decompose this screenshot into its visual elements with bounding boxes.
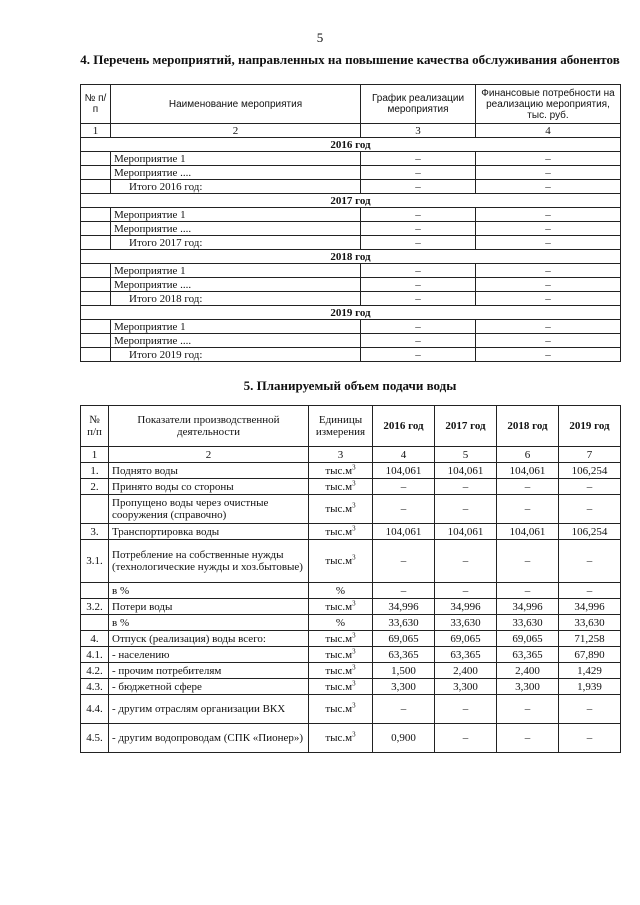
header-cell: График реализации мероприятия	[361, 85, 476, 124]
column-number: 2	[111, 124, 361, 138]
indicator-value: 0,900	[373, 724, 435, 753]
indicator-name: - бюджетной сфере	[109, 679, 309, 695]
activity-finance: –	[476, 348, 621, 362]
activity-number	[81, 180, 111, 194]
unit-superscript: 3	[352, 701, 356, 710]
indicator-value: 104,061	[373, 463, 435, 479]
activity-schedule: –	[361, 320, 476, 334]
indicator-value: 69,065	[497, 631, 559, 647]
indicator-value: 2,400	[497, 663, 559, 679]
indicator-row	[81, 583, 621, 599]
indicator-value: –	[497, 540, 559, 583]
activity-finance: –	[476, 236, 621, 250]
indicator-value: –	[373, 583, 435, 599]
indicator-name: - населению	[109, 647, 309, 663]
indicator-unit	[309, 583, 373, 599]
year-label: 2018 год	[81, 250, 621, 264]
section-4-title: 4. Перечень мероприятий, направленных на повышение качества обслуживания абонентов	[80, 52, 620, 67]
indicator-number: 3.	[81, 524, 109, 540]
activity-number	[81, 208, 111, 222]
activity-schedule: –	[361, 236, 476, 250]
indicator-value: –	[497, 583, 559, 599]
activity-number	[81, 292, 111, 306]
activity-name: Итого 2017 год:	[111, 236, 361, 250]
indicator-name: Потребление на собственные нужды (технологические нужды и хоз.бытовые)	[109, 540, 309, 583]
indicator-value: 69,065	[435, 631, 497, 647]
activity-finance: –	[476, 208, 621, 222]
unit-text: тыс.м	[325, 632, 353, 645]
indicator-name: Отпуск (реализация) воды всего:	[109, 631, 309, 647]
indicator-number: 4.2.	[81, 663, 109, 679]
indicator-value: 33,630	[559, 615, 621, 631]
column-number: 3	[361, 124, 476, 138]
header-cell: Финансовые потребности на реализацию мероприятия, тыс. руб.	[476, 85, 621, 124]
unit-text: тыс.м	[325, 703, 353, 715]
indicator-value: 33,630	[435, 615, 497, 631]
indicator-value: 3,300	[373, 679, 435, 695]
year-row	[81, 250, 621, 264]
year-row	[81, 138, 621, 152]
indicator-value: –	[373, 495, 435, 524]
column-number: 5	[435, 447, 497, 463]
indicator-unit	[309, 695, 373, 724]
indicator-value: –	[497, 479, 559, 495]
activity-row	[81, 278, 621, 292]
year-row	[81, 194, 621, 208]
unit-text: тыс.м	[325, 648, 353, 661]
indicator-row	[81, 679, 621, 695]
year-label: 2019 год	[81, 306, 621, 320]
column-number: 4	[476, 124, 621, 138]
header-cell: Единицы измерения	[309, 406, 373, 447]
indicator-value: –	[435, 495, 497, 524]
unit-text: %	[335, 584, 346, 597]
activity-finance: –	[476, 264, 621, 278]
unit-superscript: 3	[352, 478, 356, 487]
activity-schedule: –	[361, 152, 476, 166]
activity-finance: –	[476, 152, 621, 166]
activity-row	[81, 208, 621, 222]
indicator-row	[81, 663, 621, 679]
activity-name: Мероприятие 1	[111, 208, 361, 222]
column-number: 3	[309, 447, 373, 463]
indicator-value: –	[559, 583, 621, 599]
activities-table	[80, 84, 621, 362]
indicator-name: Принято воды со стороны	[109, 479, 309, 495]
activity-row	[81, 264, 621, 278]
indicator-value: 34,996	[497, 599, 559, 615]
indicator-value: –	[559, 495, 621, 524]
activity-finance: –	[476, 180, 621, 194]
unit-text: тыс.м	[325, 525, 353, 538]
indicator-value: 34,996	[435, 599, 497, 615]
column-number-row	[81, 124, 621, 138]
activity-row	[81, 166, 621, 180]
indicator-unit	[309, 663, 373, 679]
indicator-number: 1.	[81, 463, 109, 479]
unit-superscript: 3	[352, 598, 356, 607]
activity-number	[81, 278, 111, 292]
header-cell: 2016 год	[373, 406, 435, 447]
unit-superscript: 3	[352, 646, 356, 655]
indicator-value: –	[497, 495, 559, 524]
indicator-value: –	[497, 695, 559, 724]
water-header-row	[81, 406, 621, 447]
indicator-name: - прочим потребителям	[109, 663, 309, 679]
indicator-value: 33,630	[373, 615, 435, 631]
activity-schedule: –	[361, 264, 476, 278]
activity-row	[81, 180, 621, 194]
indicator-row	[81, 495, 621, 524]
activity-row	[81, 320, 621, 334]
indicator-unit	[309, 463, 373, 479]
indicator-value: 71,258	[559, 631, 621, 647]
indicator-value: 34,996	[559, 599, 621, 615]
indicator-value: 67,890	[559, 647, 621, 663]
indicator-unit	[309, 615, 373, 631]
indicator-value: –	[497, 724, 559, 753]
unit-text: тыс.м	[325, 600, 353, 613]
indicator-row	[81, 724, 621, 753]
header-cell: 2019 год	[559, 406, 621, 447]
activity-number	[81, 222, 111, 236]
indicator-number	[81, 495, 109, 524]
activity-number	[81, 334, 111, 348]
activity-schedule: –	[361, 348, 476, 362]
unit-superscript: 3	[352, 501, 356, 510]
indicator-value: 63,365	[435, 647, 497, 663]
indicator-value: 104,061	[497, 463, 559, 479]
indicator-unit	[309, 479, 373, 495]
activity-number	[81, 264, 111, 278]
activity-name: Мероприятие ....	[111, 222, 361, 236]
activity-schedule: –	[361, 292, 476, 306]
indicator-value: –	[435, 583, 497, 599]
indicator-value: –	[435, 695, 497, 724]
unit-superscript: 3	[352, 662, 356, 671]
indicator-number: 2.	[81, 479, 109, 495]
indicator-value: 1,500	[373, 663, 435, 679]
activity-name: Мероприятие ....	[111, 166, 361, 180]
indicator-number: 3.1.	[81, 540, 109, 583]
indicator-number	[81, 583, 109, 599]
indicator-name: в %	[109, 615, 309, 631]
unit-text: тыс.м	[325, 555, 353, 567]
activity-row	[81, 236, 621, 250]
activity-finance: –	[476, 222, 621, 236]
indicator-value: –	[559, 695, 621, 724]
indicator-number: 4.4.	[81, 695, 109, 724]
indicator-value: –	[435, 540, 497, 583]
indicator-row	[81, 695, 621, 724]
indicator-value: 1,939	[559, 679, 621, 695]
column-number: 6	[497, 447, 559, 463]
indicator-value: 2,400	[435, 663, 497, 679]
indicator-value: –	[559, 540, 621, 583]
activity-finance: –	[476, 320, 621, 334]
activity-name: Мероприятие 1	[111, 152, 361, 166]
unit-superscript: 3	[352, 730, 356, 739]
indicator-value: 106,254	[559, 463, 621, 479]
indicator-unit	[309, 540, 373, 583]
unit-superscript: 3	[352, 553, 356, 562]
indicator-value: 33,630	[497, 615, 559, 631]
activity-finance: –	[476, 166, 621, 180]
indicator-unit	[309, 647, 373, 663]
indicator-row	[81, 479, 621, 495]
activity-schedule: –	[361, 334, 476, 348]
column-number: 1	[81, 447, 109, 463]
indicator-value: –	[559, 479, 621, 495]
activity-name: Мероприятие ....	[111, 278, 361, 292]
unit-text: тыс.м	[325, 480, 353, 493]
indicator-value: 104,061	[435, 463, 497, 479]
header-cell: № п/п	[81, 406, 109, 447]
activity-number	[81, 320, 111, 334]
indicator-value: –	[373, 695, 435, 724]
unit-text: тыс.м	[325, 664, 353, 677]
header-cell: 2017 год	[435, 406, 497, 447]
activity-number	[81, 236, 111, 250]
activities-header-row	[81, 85, 621, 124]
indicator-value: 104,061	[497, 524, 559, 540]
activity-row	[81, 334, 621, 348]
activity-schedule: –	[361, 222, 476, 236]
indicator-unit	[309, 524, 373, 540]
indicator-value: 3,300	[435, 679, 497, 695]
unit-text: %	[335, 616, 346, 629]
indicator-name: Потери воды	[109, 599, 309, 615]
header-cell: Показатели производственной деятельности	[109, 406, 309, 447]
indicator-value: –	[559, 724, 621, 753]
indicator-row	[81, 599, 621, 615]
activity-row	[81, 348, 621, 362]
indicator-name: Транспортировка воды	[109, 524, 309, 540]
activity-schedule: –	[361, 208, 476, 222]
indicator-row	[81, 463, 621, 479]
column-number: 1	[81, 124, 111, 138]
column-number-row	[81, 447, 621, 463]
activity-name: Мероприятие ....	[111, 334, 361, 348]
header-cell: Наименование мероприятия	[111, 85, 361, 124]
activity-schedule: –	[361, 180, 476, 194]
activity-number	[81, 348, 111, 362]
indicator-number: 4.5.	[81, 724, 109, 753]
unit-superscript: 3	[352, 462, 356, 471]
header-cell: № п/п	[81, 85, 111, 124]
indicator-unit	[309, 724, 373, 753]
water-supply-table	[80, 405, 621, 753]
activity-finance: –	[476, 292, 621, 306]
activity-number	[81, 152, 111, 166]
indicator-row	[81, 615, 621, 631]
indicator-row	[81, 631, 621, 647]
indicator-value: 63,365	[373, 647, 435, 663]
unit-text: тыс.м	[325, 732, 353, 744]
unit-superscript: 3	[352, 523, 356, 532]
activity-finance: –	[476, 278, 621, 292]
indicator-value: 104,061	[373, 524, 435, 540]
activity-name: Итого 2018 год:	[111, 292, 361, 306]
column-number: 4	[373, 447, 435, 463]
activity-name: Мероприятие 1	[111, 320, 361, 334]
unit-superscript: 3	[352, 630, 356, 639]
indicator-value: 34,996	[373, 599, 435, 615]
indicator-number: 3.2.	[81, 599, 109, 615]
activity-schedule: –	[361, 278, 476, 292]
indicator-name: - другим отраслям организации ВКХ	[109, 695, 309, 724]
indicator-value: 63,365	[497, 647, 559, 663]
activity-row	[81, 222, 621, 236]
indicator-value: 69,065	[373, 631, 435, 647]
unit-superscript: 3	[352, 678, 356, 687]
activity-name: Итого 2016 год:	[111, 180, 361, 194]
year-label: 2017 год	[81, 194, 621, 208]
indicator-value: –	[373, 479, 435, 495]
indicator-row	[81, 647, 621, 663]
column-number: 7	[559, 447, 621, 463]
year-row	[81, 306, 621, 320]
indicator-number	[81, 615, 109, 631]
indicator-unit	[309, 599, 373, 615]
activity-row	[81, 152, 621, 166]
year-label: 2016 год	[81, 138, 621, 152]
activity-name: Мероприятие 1	[111, 264, 361, 278]
indicator-row	[81, 540, 621, 583]
header-cell: 2018 год	[497, 406, 559, 447]
unit-text: тыс.м	[325, 680, 353, 693]
indicator-number: 4.3.	[81, 679, 109, 695]
activity-number	[81, 166, 111, 180]
indicator-value: 104,061	[435, 524, 497, 540]
activity-row	[81, 292, 621, 306]
indicator-name: в %	[109, 583, 309, 599]
indicator-number: 4.	[81, 631, 109, 647]
indicator-row	[81, 524, 621, 540]
indicator-value: –	[435, 724, 497, 753]
activity-name: Итого 2019 год:	[111, 348, 361, 362]
indicator-value: 106,254	[559, 524, 621, 540]
section-5-title: 5. Планируемый объем подачи воды	[243, 378, 457, 393]
page-number: 5	[316, 30, 324, 45]
indicator-value: –	[435, 479, 497, 495]
indicator-value: –	[373, 540, 435, 583]
indicator-number: 4.1.	[81, 647, 109, 663]
indicator-unit	[309, 495, 373, 524]
indicator-unit	[309, 631, 373, 647]
indicator-value: 3,300	[497, 679, 559, 695]
indicator-value: 1,429	[559, 663, 621, 679]
indicator-unit	[309, 679, 373, 695]
indicator-name: - другим водопроводам (СПК «Пионер»)	[109, 724, 309, 753]
activity-finance: –	[476, 334, 621, 348]
activity-schedule: –	[361, 166, 476, 180]
indicator-name: Пропущено воды через очистные сооружения (справочно)	[109, 495, 309, 524]
column-number: 2	[109, 447, 309, 463]
indicator-name: Поднято воды	[109, 463, 309, 479]
unit-text: тыс.м	[325, 464, 353, 477]
unit-text: тыс.м	[325, 503, 353, 515]
